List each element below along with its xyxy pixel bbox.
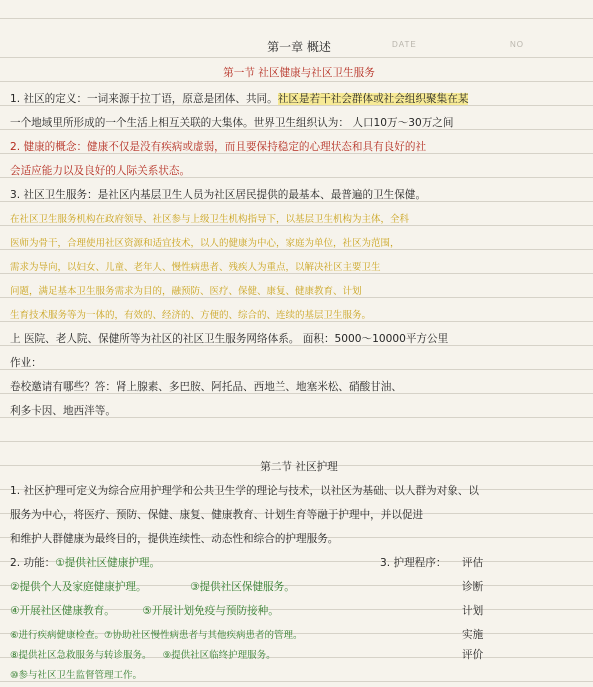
function-3: ③提供社区保健服务。 [190,581,295,593]
function-4: ④开展社区健康教育。 [10,605,115,617]
function-2: ②提供个人及家庭健康护理。 [10,581,147,593]
chapter-title: 第一章 概述 [267,40,331,54]
def-community-line-2 [10,116,588,131]
functions-row-6: ⑩参与社区卫生监督管理工作。 [10,670,143,681]
homework-question: 卷校邀请有哪些？答：肾上腺素、多巴胺、阿托品、西地兰、地塞米松、硝酸甘油、 [10,381,402,393]
def-health-line-2: 会适应能力以及良好的人际关系状态。 [10,165,191,177]
process-label: 3. 护理程序： [380,557,447,569]
def-community-line-1 [10,92,588,107]
def-community-text-d: 世界卫生组织认为： [253,117,349,129]
def-community-population: 人口10万～30万之间 [352,117,454,129]
yellow-note-line-1: 在社区卫生服务机构在政府领导、社区参与上级卫生机构指导下，以基层卫生机构为主体，全科 [10,214,410,225]
function-8: ⑧提供社区急救服务与转诊服务。 [10,650,152,661]
def-service-line: 3. 社区卫生服务：是社区内基层卫生人员为社区居民提供的最基本、最普遍的卫生保健。 [10,189,427,201]
process-item-1: 评估 [462,557,484,569]
def-health-line-1 [10,140,588,155]
def-community-text-c: 一个地域里所形成的一个生活上相互关联的大集体。 [10,117,254,129]
function-1: ①提供社区健康护理。 [55,557,161,569]
def-health-text-a: 2. 健康的概念：健康不仅是没有疾病或虚弱， [10,141,225,153]
yellow-note-line-4: 问题，满足基本卫生服务需求为目的，融预防、医疗、保健、康复、健康教育、计划 [10,286,362,297]
section-2-title: 第二节 社区护理 [260,461,338,473]
nursing-def-line-2: 服务为中心，将医疗、预防、保健、康复、健康教育、计划生育等融于护理中，并以促进 [10,509,424,521]
section-1-title: 第一节 社区健康与社区卫生服务 [223,67,375,79]
yellow-note-line-2: 医师为骨干，合理使用社区资源和适宜技术，以人的健康为中心，家庭为单位，社区为范围， [10,238,400,249]
homework-answer-cont: 利多卡因、地西泮等。 [10,405,116,417]
function-9: ⑨提供社区临终护理服务。 [162,650,276,661]
network-text: 上 医院、老人院、保健所等为社区的社区卫生服务网络体系。 [10,333,300,345]
no-label: NO [510,40,524,49]
process-item-3: 计划 [462,605,484,617]
process-item-4: 实施 [462,629,484,641]
yellow-note-line-3: 需求为导向，以妇女、儿童、老年人、慢性病患者、残疾人为重点，以解决社区主要卫生 [10,262,381,273]
functions-label: 2. 功能： [10,557,56,569]
def-community-text-a: 1. 社区的定义：一词来源于拉丁语，原意是团体、共同。 [10,93,278,105]
network-line [10,332,588,347]
function-7: ⑦协助社区慢性病患者与其他疾病患者的管理。 [104,630,303,641]
yellow-note-line-5: 生育技术服务等为一体的，有效的、经济的、方便的、综合的、连续的基层卫生服务。 [10,310,372,321]
nursing-def-line-3: 和维护人群健康为最终目的，提供连续性、动态性和综合的护理服务。 [10,533,339,545]
function-5: ⑤开展计划免疫与预防接种。 [142,605,279,617]
def-community-text-b: 社区是若干社会群体或社会组织聚集在某 [277,93,469,105]
def-health-text-b: 而且要保持稳定的心理状态和具有良好的社 [224,141,427,153]
process-item-2: 诊断 [462,581,484,593]
area-text: 面积：5000～10000平方公里 [302,333,449,345]
process-item-5: 评价 [462,649,484,661]
function-6: ⑥进行疾病健康检查。 [10,630,105,641]
homework-label: 作业： [10,357,42,369]
date-label: DATE [392,40,417,49]
nursing-def-line-1: 1. 社区护理可定义为综合应用护理学和公共卫生学的理论与技术，以社区为基础、以人群为对象、以 [10,485,480,497]
